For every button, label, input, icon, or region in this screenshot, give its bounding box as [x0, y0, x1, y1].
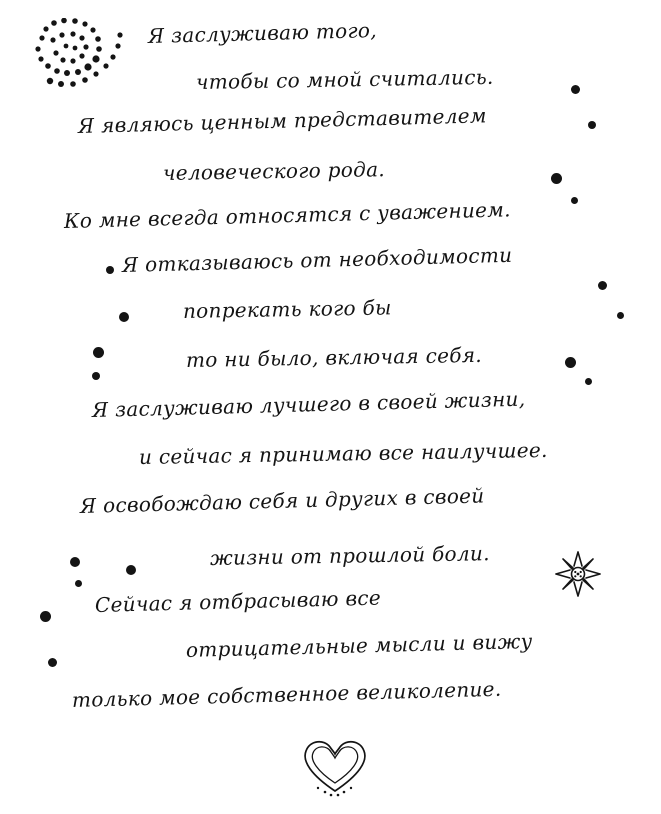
- affirmation-line: жизни от прошлой боли.: [209, 541, 490, 570]
- affirmation-line: Я заслуживаю лучшего в своей жизни,: [91, 386, 526, 422]
- affirmation-line: отрицательные мысли и вижу: [185, 628, 533, 662]
- affirmation-line: то ни было, включая себя.: [185, 342, 483, 372]
- affirmation-line: Я заслуживаю того,: [147, 18, 378, 48]
- affirmation-line: Я отказываюсь от необходимости: [121, 242, 513, 277]
- affirmation-line: Я являюсь ценным представителем: [77, 103, 488, 138]
- affirmation-line: Ко мне всегда относятся с уважением.: [63, 197, 512, 233]
- affirmation-line: попрекать кого бы: [182, 295, 392, 323]
- affirmation-line: только мое собственное великолепие.: [71, 676, 502, 712]
- heart-ornament: [297, 735, 373, 797]
- affirmation-line: Я освобождаю себя и других в своей: [79, 483, 485, 518]
- affirmation-line: человеческого рода.: [162, 157, 386, 185]
- flower-ornament: [552, 548, 604, 600]
- affirmation-line: Сейчас я отбрасываю все: [94, 585, 382, 617]
- affirmation-line: и сейчас я принимаю все наилучшее.: [138, 437, 548, 469]
- affirmation-line: чтобы со мной считались.: [195, 64, 494, 94]
